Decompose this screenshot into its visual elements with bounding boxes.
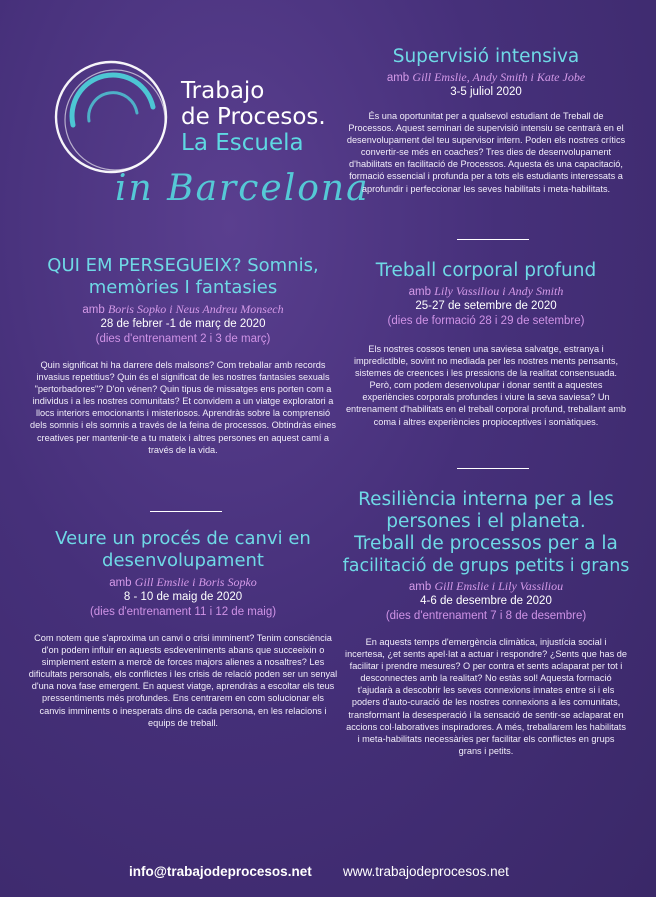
divider: [457, 468, 529, 469]
instructors-line: [345, 579, 627, 594]
amb-prefix: amb: [386, 72, 413, 84]
section-resiliencia: [342, 489, 630, 757]
section-body: Els nostres cossos tenen una saviesa salvatge, estranya i impredictible, sovint no mediada per les nostres ments pensants, sistemes de creences i les pressions de la realitat consensuada. Però, com podem desenvolupar i donar sentit a aquestes experiències corporals profundes i viure la seva saviesa? Un entrenament d'habilitats en el treball corporal profund, treballant amb coma i altres experiències propioceptives i somàtiques.: [345, 344, 627, 427]
section-title-line-1: QUI EM PERSEGUEIX? Somnis,: [47, 255, 319, 276]
logo-line-2: de Procesos.: [181, 104, 326, 130]
section-title-line-1: Resiliència interna per a les: [358, 489, 614, 510]
amb-prefix: amb: [109, 577, 135, 589]
amb-prefix: amb: [82, 304, 108, 316]
instructors: Gill Emslie i Lily Vassiliou: [434, 579, 564, 593]
section-title-line-2: persones i el planeta.: [386, 511, 586, 532]
training-days: (dies de formació 28 i 29 de setembre): [387, 315, 585, 327]
section-corporal: [345, 260, 627, 428]
divider: [457, 239, 529, 240]
instructors: Gill Emslie i Boris Sopko: [134, 575, 257, 589]
event-date: 28 de febrer -1 de març de 2020: [100, 318, 266, 330]
training-days: (dies d'entrenament 2 i 3 de març): [95, 333, 271, 345]
section-body: En aquests temps d'emergència climàtica, injustícia social i incertesa, ¿et sents apel·lat a actuar i respondre? ¿Sents que has de facilitar i prendre mesures? O per contra et sents aclaparat per tot i desconnectes amb la realitat? No estàs sol! Aquesta formació t'ajudarà a descobrir les seves connexions innates entre si i els poders d'auto-curació de les nostres connexions a les comunitats, transformant la desesperació i la sensació de sentir-se aclaparat en accions col·laboratives inspiradores. A més, treballarem les habilitats i meta-habilitats necessàries per facilitar els conflictes en grups grans i petits.: [345, 637, 627, 756]
section-body: Com notem que s'aproxima un canvi o crisi imminent? Tenim consciència d'on podem influir en aquests esdeveniments abans que succeeixin o simplement estem a mercè de forces majors alienes a nosaltres? Les dificultats personals, els conflictes i les crisis de relació poden ser un senyal d'una nova fase emergent. En aquest viatge, aprendràs a escoltar els teus pressentiments més profundes. Ens centrarem en com solucionar els canvis imminents o inesperats dins de cada persona, en les relacions i equips de treball.: [28, 633, 338, 728]
amb-prefix: amb: [408, 581, 435, 593]
website-link[interactable]: www.trabajodeprocesos.net: [343, 864, 509, 879]
logo-line-1: Trabajo: [181, 78, 265, 104]
section-title-line-3: Treball de processos per a la: [354, 533, 618, 554]
logo-line-3: La Escuela: [181, 130, 304, 156]
section-body: És una oportunitat per a qualsevol estudiant de Treball de Processos. Aquest seminari de supervisió intensiu se centrarà en el desenvolupament del teu supervisor intern. Poden els nostres crítics convertir-se més en coaches? Tres dies de desenvolupament d'habilitats en facilitació de Processos. Aquesta és una capacitació, formació essencial i profunda per a tots els estudiants interessats a aprofundir i perfeccionar les seves habilitats i meta-habilitats.: [346, 111, 626, 194]
event-date: 25-27 de setembre de 2020: [415, 300, 557, 312]
event-date: 4-6 de desembre de 2020: [420, 595, 552, 607]
section-title: Supervisió intensiva: [392, 46, 580, 67]
school-logo: [45, 55, 370, 225]
section-title-line-1: Veure un procés de canvi en: [55, 528, 311, 549]
section-title: Treball corporal profund: [375, 260, 597, 281]
section-persegueix: [28, 255, 338, 456]
section-title-line-2: desenvolupament: [102, 550, 264, 571]
section-body: Quin significat hi ha darrere dels malsons? Com treballar amb records invasius repetitius? Quin és el significat de les nostres fantasies sexuals "pertorbadores"? D'on vénen? Quin tipus de missatges ens porten com a individus i a les nostres comunitats? Et convidem a un viatge exploratori a llocs interiors emocionants i misteriosos. Aprendràs sobre la comprensió dels somnis i els somnis a través de la feina de processos. Obtindràs eines creatives per mantenir-te a tu mateix i altres persones en aquest camí a través de la vida.: [30, 360, 336, 455]
instructors: Lily Vassiliou i Andy Smith: [434, 284, 564, 298]
section-supervisio: [345, 46, 627, 195]
training-days: (dies d'entrenament 11 i 12 de maig): [89, 606, 277, 618]
instructors-line: [28, 575, 338, 590]
instructors: Boris Sopko i Neus Andreu Monsech: [107, 302, 284, 316]
logo-script: in Barcelona: [115, 168, 370, 209]
divider: [150, 511, 222, 512]
section-title-line-2: memòries I fantasies: [88, 277, 278, 298]
instructors: Gill Emslie, Andy Smith i Kate Jobe: [412, 70, 586, 84]
amb-prefix: amb: [408, 286, 435, 298]
contact-email[interactable]: info@trabajodeprocesos.net: [129, 864, 312, 879]
instructors-line: [28, 302, 338, 317]
instructors-line: [345, 284, 627, 299]
section-canvi: [28, 528, 338, 729]
event-date: 3-5 juliol 2020: [450, 86, 522, 98]
section-title-line-4: facilitació de grups petits i grans: [342, 556, 630, 576]
event-date: 8 - 10 de maig de 2020: [123, 591, 243, 603]
instructors-line: [345, 70, 627, 85]
training-days: (dies d'entrenament 7 i 8 de desembre): [385, 610, 587, 622]
